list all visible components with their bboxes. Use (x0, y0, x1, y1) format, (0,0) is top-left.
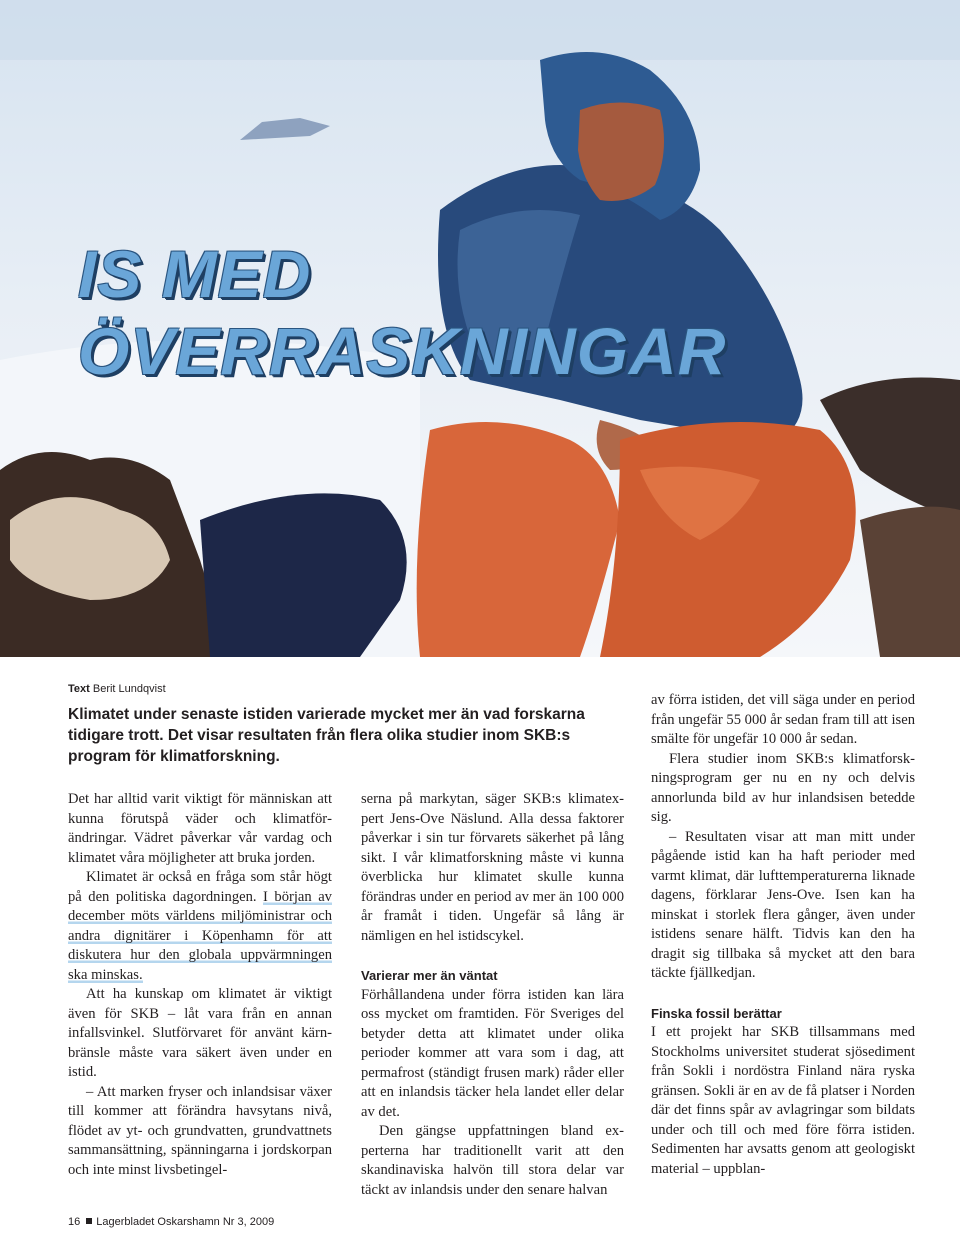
headline (78, 236, 726, 390)
spacer (651, 984, 915, 1004)
paragraph: I ett projekt har SKB tillsammans med Stockholms universitet studerat sjösediment från Sokli i nordöstra Finland nära ryska gränsen. Sokli är en av de få platser i Norden där det finns spår av avlagringar som bildats under och till och med före förra istiden. Sedimenten har avsatts genom att geologiskt material – uppblan- (651, 1024, 915, 1177)
paragraph-text: Klimatet är också en fråga som står högt på den politiska dagordningen. (68, 869, 332, 905)
paragraph: serna på markytan, säger SKB:s klimatexpert Jens-Ove Näslund. Alla dessa faktorer påverkar i sin tur förvarets säkerhet på lång sikt. I vår klimatforskning måste vi kunna överblicka hur klimatet skulle kunna förändras under en period av mer än 100 000 år framåt i tiden. Ungefär så lång är nämligen en hel istidscykel. (361, 791, 624, 944)
page-footer (68, 1216, 274, 1228)
spacer (361, 946, 624, 966)
paragraph: – Resultaten visar att man mitt under pågående istid kan ha haft perioder med varmt klimat, där lufttemperaturerna liknade dagens, förklarar Jens-Ove. Isen kan ha minskat i storlek flera gånger, även under istidens senare hälft. Tidvis kan den ha dragit sig tillbaka så mycket att den bara täckte fjällkedjan. (651, 828, 915, 981)
paragraph: Det har alltid varit viktigt för människan att kunna förutspå väder och klimatförändringar. Vädret påverkar vår vardag och klimatet våra möjligheter att bruka jorden. (68, 791, 332, 866)
paragraph: Flera studier inom SKB:s klimatforskningsprogram ger nu en ny och delvis annorlunda bild av hur inlandsisen betedde sig. (651, 750, 915, 825)
byline-label: Text (68, 683, 90, 695)
subheading: Finska fossil berättar (651, 1005, 782, 1021)
paragraph: Förhållandena under förra istiden kan lära oss mycket om framtiden. För Sveriges del betyder detta att klimatet under olika perioder kommer att vara som i dag, att permafrost (ständigt frusen mark) råder eller att en inlandsis täcker hela landet eller delar av det. (361, 986, 624, 1120)
square-bullet-icon (86, 1218, 92, 1224)
paragraph: av förra istiden, det vill säga under en period från ungefär 55 000 år sedan fram till att isen smälte för ungefär 10 000 år sedan. (651, 692, 915, 747)
headline-line-1: IS MED (78, 237, 312, 311)
column-1 (68, 790, 332, 1180)
paragraph: Att ha kunskap om klimatet är viktigt även för SKB – låt vara från en annan infallsvinkel. Slutförvaret för använt kärnbränsle måste vara säkert även under en istid. (68, 986, 332, 1080)
column-3 (651, 691, 915, 1179)
subheading: Varierar mer än väntat (361, 968, 498, 983)
publication-name: Lagerbladet Oskarshamn Nr 3, 2009 (96, 1216, 275, 1228)
byline (68, 683, 166, 695)
paragraph-highlighted (68, 868, 332, 985)
headline-line-2: ÖVERRASKNINGAR (78, 314, 727, 388)
paragraph: Den gängse uppfattningen bland experterna har traditionellt varit att den skandinaviska halvön till stora delar var täckt av inlandsis under den senare halvan (361, 1123, 624, 1198)
highlighted-text: I början av december möts världens miljöministrar och andra dignitärer i Köpenhamn för att diskutera hur den globala uppvärmningen ska minskas. (68, 888, 332, 983)
column-2 (361, 790, 624, 1200)
intro-lead: Klimatet under senaste istiden varierade mycket mer än vad forskarna tidigare trott. Det visar resultaten från flera olika studier inom SKB:s program för klimatforskning. (68, 706, 585, 765)
page-number: 16 (68, 1216, 81, 1228)
paragraph: – Att marken fryser och inlandsisar växer till kommer att förändra havsytans nivå, flödet av yt- och grundvatten, grundvattnets sammansättning, spänningarna i jordskorpan och inte minst livsbetingel- (68, 1083, 332, 1178)
byline-author: Berit Lundqvist (92, 683, 166, 695)
